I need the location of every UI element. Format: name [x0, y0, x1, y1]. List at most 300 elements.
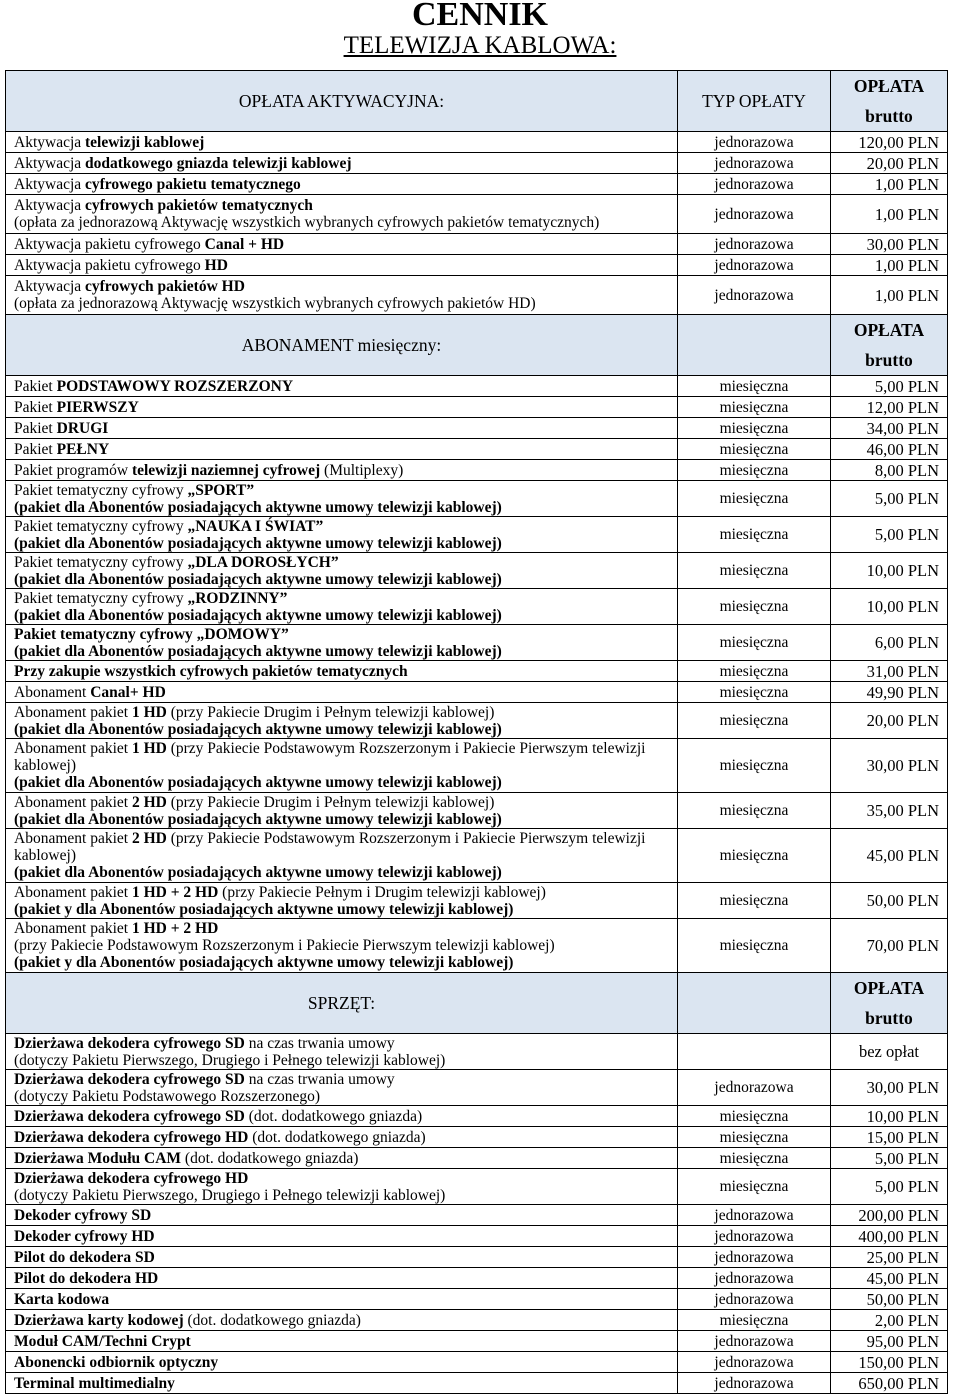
fee-price: 1,00 PLN	[831, 195, 948, 234]
fee-type: miesięczna	[678, 460, 831, 481]
fee-type: miesięczna	[678, 829, 831, 883]
item-description	[6, 829, 678, 883]
description-line	[14, 1228, 669, 1245]
item-description	[6, 1070, 678, 1106]
item-description	[6, 703, 678, 739]
item-description	[6, 460, 678, 481]
table-row	[6, 739, 948, 793]
fee-type: jednorazowa	[678, 153, 831, 174]
price-column-header	[831, 973, 948, 1034]
description-line	[14, 920, 669, 937]
price-header-top: OPŁATA	[853, 978, 925, 998]
fee-type: miesięczna	[678, 793, 831, 829]
fee-price: 400,00 PLN	[831, 1226, 948, 1247]
fee-type: jednorazowa	[678, 195, 831, 234]
table-row	[6, 195, 948, 234]
description-line	[14, 1187, 669, 1204]
description-line	[14, 1270, 669, 1287]
text-segment: cyfrowego pakietu tematycznego	[85, 175, 301, 193]
table-row	[6, 255, 948, 276]
item-description	[6, 1226, 678, 1247]
text-segment: Dzierżawa dekodera cyfrowego SD	[14, 1034, 245, 1052]
text-segment: (opłata za jednorazową Aktywację wszystkich wybranych cyfrowych pakietów tematycznych)	[14, 214, 600, 231]
text-segment: (pakiet y dla Abonentów posiadających aktywne umowy telewizji kablowej)	[14, 954, 514, 971]
text-segment: Abonament pakiet	[14, 740, 132, 757]
description-line	[14, 134, 669, 151]
item-description	[6, 1352, 678, 1373]
description-line	[14, 704, 669, 721]
fee-price: 12,00 PLN	[831, 397, 948, 418]
text-segment: Pakiet tematyczny cyfrowy	[14, 589, 188, 607]
fee-price: 45,00 PLN	[831, 829, 948, 883]
item-description	[6, 481, 678, 517]
fee-price: 50,00 PLN	[831, 1289, 948, 1310]
fee-type: miesięczna	[678, 883, 831, 919]
description-line	[14, 884, 669, 901]
item-description	[6, 1310, 678, 1331]
fee-price: 95,00 PLN	[831, 1331, 948, 1352]
text-segment: (pakiet dla Abonentów posiadających aktywne umowy telewizji kablowej)	[14, 774, 502, 791]
item-description	[6, 517, 678, 553]
fee-price: 5,00 PLN	[831, 517, 948, 553]
item-description	[6, 1148, 678, 1169]
description-line	[14, 901, 669, 918]
fee-type: miesięczna	[678, 439, 831, 460]
fee-price: 35,00 PLN	[831, 793, 948, 829]
text-segment: Abonament pakiet	[14, 830, 132, 847]
text-segment: Pakiet tematyczny cyfrowy „DOMOWY”	[14, 625, 289, 643]
table-row	[6, 883, 948, 919]
table-row	[6, 1373, 948, 1394]
description-line	[14, 643, 669, 660]
text-segment: (pakiet dla Abonentów posiadających aktywne umowy telewizji kablowej)	[14, 534, 502, 552]
item-description	[6, 589, 678, 625]
item-description	[6, 276, 678, 315]
fee-price: bez opłat	[831, 1034, 948, 1070]
fee-type: jednorazowa	[678, 174, 831, 195]
description-line	[14, 590, 669, 607]
text-segment: (pakiet dla Abonentów posiadających aktywne umowy telewizji kablowej)	[14, 720, 502, 738]
table-row	[6, 1106, 948, 1127]
text-segment: dodatkowego gniazda telewizji kablowej	[85, 154, 352, 172]
text-segment: (pakiet dla Abonentów posiadających aktywne umowy telewizji kablowej)	[14, 810, 502, 828]
price-table	[5, 70, 948, 1394]
text-segment: (dotyczy Pakietu Podstawowego Rozszerzonego)	[14, 1087, 321, 1105]
item-description	[6, 919, 678, 973]
item-description	[6, 661, 678, 682]
description-line	[14, 420, 669, 437]
description-line	[14, 1088, 669, 1105]
fee-price: 15,00 PLN	[831, 1127, 948, 1148]
table-row	[6, 1148, 948, 1169]
fee-price: 20,00 PLN	[831, 703, 948, 739]
text-segment: cyfrowych pakietów HD	[85, 278, 245, 295]
text-segment: Dzierżawa dekodera cyfrowego HD	[14, 1128, 249, 1146]
text-segment: HD	[204, 256, 228, 274]
description-line	[14, 295, 669, 312]
text-segment: „NAUKA I ŚWIAT”	[187, 517, 324, 535]
fee-type: jednorazowa	[678, 1070, 831, 1106]
text-segment: (pakiet dla Abonentów posiadających aktywne umowy telewizji kablowej)	[14, 864, 502, 881]
item-description	[6, 195, 678, 234]
table-row	[6, 418, 948, 439]
price-column-header	[831, 315, 948, 376]
fee-price: 34,00 PLN	[831, 418, 948, 439]
description-line	[14, 1150, 669, 1167]
text-segment: (przy Pakiecie Podstawowym Rozszerzonym i Pakiecie Pierwszym telewizji kablowej)	[14, 937, 555, 954]
fee-type: miesięczna	[678, 517, 831, 553]
fee-type: jednorazowa	[678, 132, 831, 153]
fee-price: 1,00 PLN	[831, 174, 948, 195]
fee-price: 10,00 PLN	[831, 1106, 948, 1127]
description-line	[14, 176, 669, 193]
price-header-bottom: brutto	[865, 1008, 913, 1028]
description-line	[14, 518, 669, 535]
text-segment: na czas trwania umowy	[244, 1070, 395, 1088]
table-row	[6, 1331, 948, 1352]
description-line	[14, 1333, 669, 1350]
fee-price: 50,00 PLN	[831, 883, 948, 919]
description-line	[14, 1052, 669, 1069]
fee-price: 200,00 PLN	[831, 1205, 948, 1226]
fee-price: 45,00 PLN	[831, 1268, 948, 1289]
description-line	[14, 1170, 669, 1187]
description-line	[14, 554, 669, 571]
fee-price: 20,00 PLN	[831, 153, 948, 174]
text-segment: 1 HD	[131, 740, 167, 757]
fee-type: miesięczna	[678, 1169, 831, 1205]
fee-type: miesięczna	[678, 1106, 831, 1127]
page-subtitle: TELEWIZJA KABLOWA:	[343, 32, 617, 59]
item-description	[6, 1289, 678, 1310]
text-segment: Aktywacja	[14, 175, 86, 193]
fee-type: miesięczna	[678, 397, 831, 418]
item-description	[6, 132, 678, 153]
text-segment: (pakiet y dla Abonentów posiadających aktywne umowy telewizji kablowej)	[14, 900, 514, 918]
text-segment: na czas trwania umowy	[244, 1034, 395, 1052]
description-line	[14, 794, 669, 811]
item-description	[6, 1034, 678, 1070]
fee-type: miesięczna	[678, 553, 831, 589]
text-segment: Pilot do dekodera SD	[14, 1248, 155, 1266]
section-title: OPŁATA AKTYWACYJNA:	[6, 71, 678, 132]
description-line	[14, 864, 669, 881]
text-segment: (dotyczy Pakietu Pierwszego, Drugiego i Pełnego telewizji kablowej)	[14, 1051, 446, 1069]
table-row	[6, 153, 948, 174]
text-segment: Abonament pakiet	[14, 920, 132, 937]
description-line	[14, 214, 669, 231]
price-column-header	[831, 71, 948, 132]
fee-price: 150,00 PLN	[831, 1352, 948, 1373]
description-line	[14, 830, 669, 864]
fee-type: jednorazowa	[678, 1247, 831, 1268]
table-row	[6, 703, 948, 739]
text-segment: Moduł CAM/Techni Crypt	[14, 1332, 191, 1350]
price-header-top: OPŁATA	[853, 76, 925, 96]
item-description	[6, 1106, 678, 1127]
text-segment: Pilot do dekodera HD	[14, 1269, 159, 1287]
text-segment: 1 HD + 2 HD	[131, 920, 219, 937]
fee-type: miesięczna	[678, 1127, 831, 1148]
text-segment: (pakiet dla Abonentów posiadających aktywne umowy telewizji kablowej)	[14, 498, 502, 516]
description-line	[14, 482, 669, 499]
item-description	[6, 1247, 678, 1268]
fee-type: jednorazowa	[678, 234, 831, 255]
text-segment: telewizji kablowej	[85, 133, 205, 151]
description-line	[14, 399, 669, 416]
item-description	[6, 553, 678, 589]
text-segment: Abonament pakiet	[14, 703, 132, 721]
description-line	[14, 607, 669, 624]
text-segment: Aktywacja pakietu cyfrowego	[14, 256, 205, 274]
fee-type: miesięczna	[678, 1310, 831, 1331]
text-segment: Terminal multimedialny	[14, 1374, 175, 1392]
fee-price: 5,00 PLN	[831, 1148, 948, 1169]
table-row	[6, 460, 948, 481]
description-line	[14, 441, 669, 458]
table-row	[6, 553, 948, 589]
table-row	[6, 132, 948, 153]
table-row	[6, 589, 948, 625]
fee-price: 30,00 PLN	[831, 1070, 948, 1106]
description-line	[14, 1071, 669, 1088]
fee-price: 5,00 PLN	[831, 376, 948, 397]
item-description	[6, 255, 678, 276]
description-line	[14, 774, 669, 791]
description-line	[14, 257, 669, 274]
text-segment: Aktywacja	[14, 278, 86, 295]
description-line	[14, 462, 669, 479]
text-segment: (przy Pakiecie Drugim i Pełnym telewizji kablowej)	[166, 793, 495, 811]
description-line	[14, 937, 669, 954]
section-header-row	[6, 973, 948, 1034]
fee-type: miesięczna	[678, 1148, 831, 1169]
table-row	[6, 829, 948, 883]
text-segment: Pakiet tematyczny cyfrowy	[14, 517, 188, 535]
description-line	[14, 811, 669, 828]
section-header-row	[6, 315, 948, 376]
table-row	[6, 439, 948, 460]
fee-type: miesięczna	[678, 682, 831, 703]
price-header-bottom: brutto	[865, 350, 913, 370]
text-segment: Aktywacja	[14, 154, 86, 172]
description-line	[14, 663, 669, 680]
text-segment: (dot. dodatkowego gniazda)	[183, 1311, 361, 1329]
description-line	[14, 1375, 669, 1392]
table-row	[6, 1268, 948, 1289]
table-row	[6, 1289, 948, 1310]
text-segment: Dzierżawa karty kodowej	[14, 1311, 184, 1329]
fee-type: miesięczna	[678, 589, 831, 625]
text-segment: Pakiet	[14, 398, 57, 416]
description-line	[14, 155, 669, 172]
table-row	[6, 376, 948, 397]
text-segment: Pakiet	[14, 419, 57, 437]
fee-type: jednorazowa	[678, 1373, 831, 1394]
table-row	[6, 397, 948, 418]
fee-type: miesięczna	[678, 376, 831, 397]
table-row	[6, 1169, 948, 1205]
price-header-bottom: brutto	[865, 106, 913, 126]
section-title: ABONAMENT miesięczny:	[6, 315, 678, 376]
table-row	[6, 661, 948, 682]
section-header-row	[6, 71, 948, 132]
fee-type: miesięczna	[678, 739, 831, 793]
table-row	[6, 1247, 948, 1268]
text-segment: cyfrowych pakietów tematycznych	[85, 197, 313, 214]
fee-type: miesięczna	[678, 481, 831, 517]
table-row	[6, 234, 948, 255]
description-line	[14, 954, 669, 971]
text-segment: Dekoder cyfrowy HD	[14, 1227, 155, 1245]
text-segment: Dzierżawa dekodera cyfrowego SD	[14, 1070, 245, 1088]
text-segment: „RODZINNY”	[187, 589, 288, 607]
item-description	[6, 1331, 678, 1352]
table-row	[6, 625, 948, 661]
description-line	[14, 535, 669, 552]
description-line	[14, 1035, 669, 1052]
item-description	[6, 174, 678, 195]
fee-price: 31,00 PLN	[831, 661, 948, 682]
text-segment: Abonencki odbiornik optyczny	[14, 1353, 219, 1371]
fee-price: 5,00 PLN	[831, 1169, 948, 1205]
description-line	[14, 1249, 669, 1266]
table-row	[6, 1226, 948, 1247]
text-segment: telewizji naziemnej cyfrowej	[131, 461, 321, 479]
text-segment: Dzierżawa dekodera cyfrowego HD	[14, 1169, 249, 1187]
fee-type: miesięczna	[678, 418, 831, 439]
fee-price: 49,90 PLN	[831, 682, 948, 703]
text-segment: PODSTAWOWY ROZSZERZONY	[56, 377, 294, 395]
text-segment: (przy Pakiecie Podstawowym Rozszerzonym i Pakiecie Pierwszym telewizji kablowej)	[14, 830, 646, 864]
fee-price: 10,00 PLN	[831, 553, 948, 589]
text-segment: PEŁNY	[56, 440, 110, 458]
fee-type: miesięczna	[678, 919, 831, 973]
item-description	[6, 376, 678, 397]
fee-type: jednorazowa	[678, 1331, 831, 1352]
item-description	[6, 625, 678, 661]
fee-price: 1,00 PLN	[831, 255, 948, 276]
fee-price: 30,00 PLN	[831, 739, 948, 793]
text-segment: (dotyczy Pakietu Pierwszego, Drugiego i Pełnego telewizji kablowej)	[14, 1186, 446, 1204]
item-description	[6, 1169, 678, 1205]
fee-price: 70,00 PLN	[831, 919, 948, 973]
description-line	[14, 1108, 669, 1125]
fee-type: jednorazowa	[678, 1205, 831, 1226]
text-segment: Abonament pakiet	[14, 883, 132, 901]
text-segment: Aktywacja pakietu cyfrowego	[14, 235, 205, 253]
table-row	[6, 1127, 948, 1148]
type-column-header	[678, 315, 831, 376]
item-description	[6, 793, 678, 829]
text-segment: Karta kodowa	[14, 1290, 110, 1308]
text-segment: Canal+ HD	[90, 683, 166, 701]
text-segment: (dot. dodatkowego gniazda)	[248, 1128, 426, 1146]
item-description	[6, 418, 678, 439]
description-line	[14, 626, 669, 643]
text-segment: Pakiet tematyczny cyfrowy	[14, 553, 188, 571]
table-row	[6, 793, 948, 829]
fee-price: 30,00 PLN	[831, 234, 948, 255]
text-segment: 2 HD	[131, 793, 167, 811]
item-description	[6, 883, 678, 919]
table-row	[6, 1070, 948, 1106]
text-segment: Dzierżawa dekodera cyfrowego SD	[14, 1107, 245, 1125]
table-row	[6, 1352, 948, 1373]
text-segment: Pakiet	[14, 377, 57, 395]
text-segment: 2 HD	[131, 830, 167, 847]
fee-price: 10,00 PLN	[831, 589, 948, 625]
text-segment: Przy zakupie wszystkich cyfrowych pakietów tematycznych	[14, 662, 408, 680]
text-segment: Dzierżawa Modułu CAM	[14, 1149, 182, 1167]
fee-price: 46,00 PLN	[831, 439, 948, 460]
item-description	[6, 234, 678, 255]
item-description	[6, 682, 678, 703]
item-description	[6, 439, 678, 460]
description-line	[14, 197, 669, 214]
text-segment: (Multiplexy)	[320, 461, 404, 479]
text-segment: (przy Pakiecie Pełnym i Drugim telewizji kablowej)	[218, 883, 546, 901]
fee-price: 2,00 PLN	[831, 1310, 948, 1331]
fee-type: miesięczna	[678, 625, 831, 661]
fee-type: jednorazowa	[678, 1226, 831, 1247]
text-segment: PIERWSZY	[56, 398, 139, 416]
item-description	[6, 1205, 678, 1226]
text-segment: 1 HD + 2 HD	[131, 883, 219, 901]
text-segment: (pakiet dla Abonentów posiadających aktywne umowy telewizji kablowej)	[14, 642, 502, 660]
text-segment: DRUGI	[56, 419, 109, 437]
text-segment: Aktywacja	[14, 197, 86, 214]
fee-type: jednorazowa	[678, 276, 831, 315]
description-line	[14, 1129, 669, 1146]
text-segment: (przy Pakiecie Drugim i Pełnym telewizji kablowej)	[166, 703, 495, 721]
description-line	[14, 1312, 669, 1329]
description-line	[14, 571, 669, 588]
fee-type: jednorazowa	[678, 255, 831, 276]
text-segment: Aktywacja	[14, 133, 86, 151]
fee-price: 5,00 PLN	[831, 481, 948, 517]
fee-type: miesięczna	[678, 703, 831, 739]
description-line	[14, 721, 669, 738]
fee-type: miesięczna	[678, 661, 831, 682]
table-row	[6, 919, 948, 973]
item-description	[6, 153, 678, 174]
text-segment: (przy Pakiecie Podstawowym Rozszerzonym i Pakiecie Pierwszym telewizji kablowej)	[14, 740, 646, 774]
description-line	[14, 378, 669, 395]
section-title: SPRZĘT:	[6, 973, 678, 1034]
table-row	[6, 1034, 948, 1070]
text-segment: Pakiet	[14, 440, 57, 458]
text-segment: (dot. dodatkowego gniazda)	[244, 1107, 423, 1125]
text-segment: „SPORT”	[187, 481, 255, 499]
item-description	[6, 1373, 678, 1394]
page-header	[0, 0, 960, 70]
text-segment: Canal + HD	[204, 235, 285, 253]
item-description	[6, 397, 678, 418]
fee-type	[678, 1034, 831, 1070]
description-line	[14, 740, 669, 774]
page-title: CENNIK	[411, 0, 549, 33]
text-segment: (opłata za jednorazową Aktywację wszystkich wybranych cyfrowych pakietów HD)	[14, 295, 536, 312]
type-column-header: TYP OPŁATY	[678, 71, 831, 132]
description-line	[14, 1291, 669, 1308]
text-segment: Dekoder cyfrowy SD	[14, 1206, 152, 1224]
fee-price: 650,00 PLN	[831, 1373, 948, 1394]
fee-type: jednorazowa	[678, 1268, 831, 1289]
description-line	[14, 236, 669, 253]
table-row	[6, 174, 948, 195]
fee-price: 120,00 PLN	[831, 132, 948, 153]
